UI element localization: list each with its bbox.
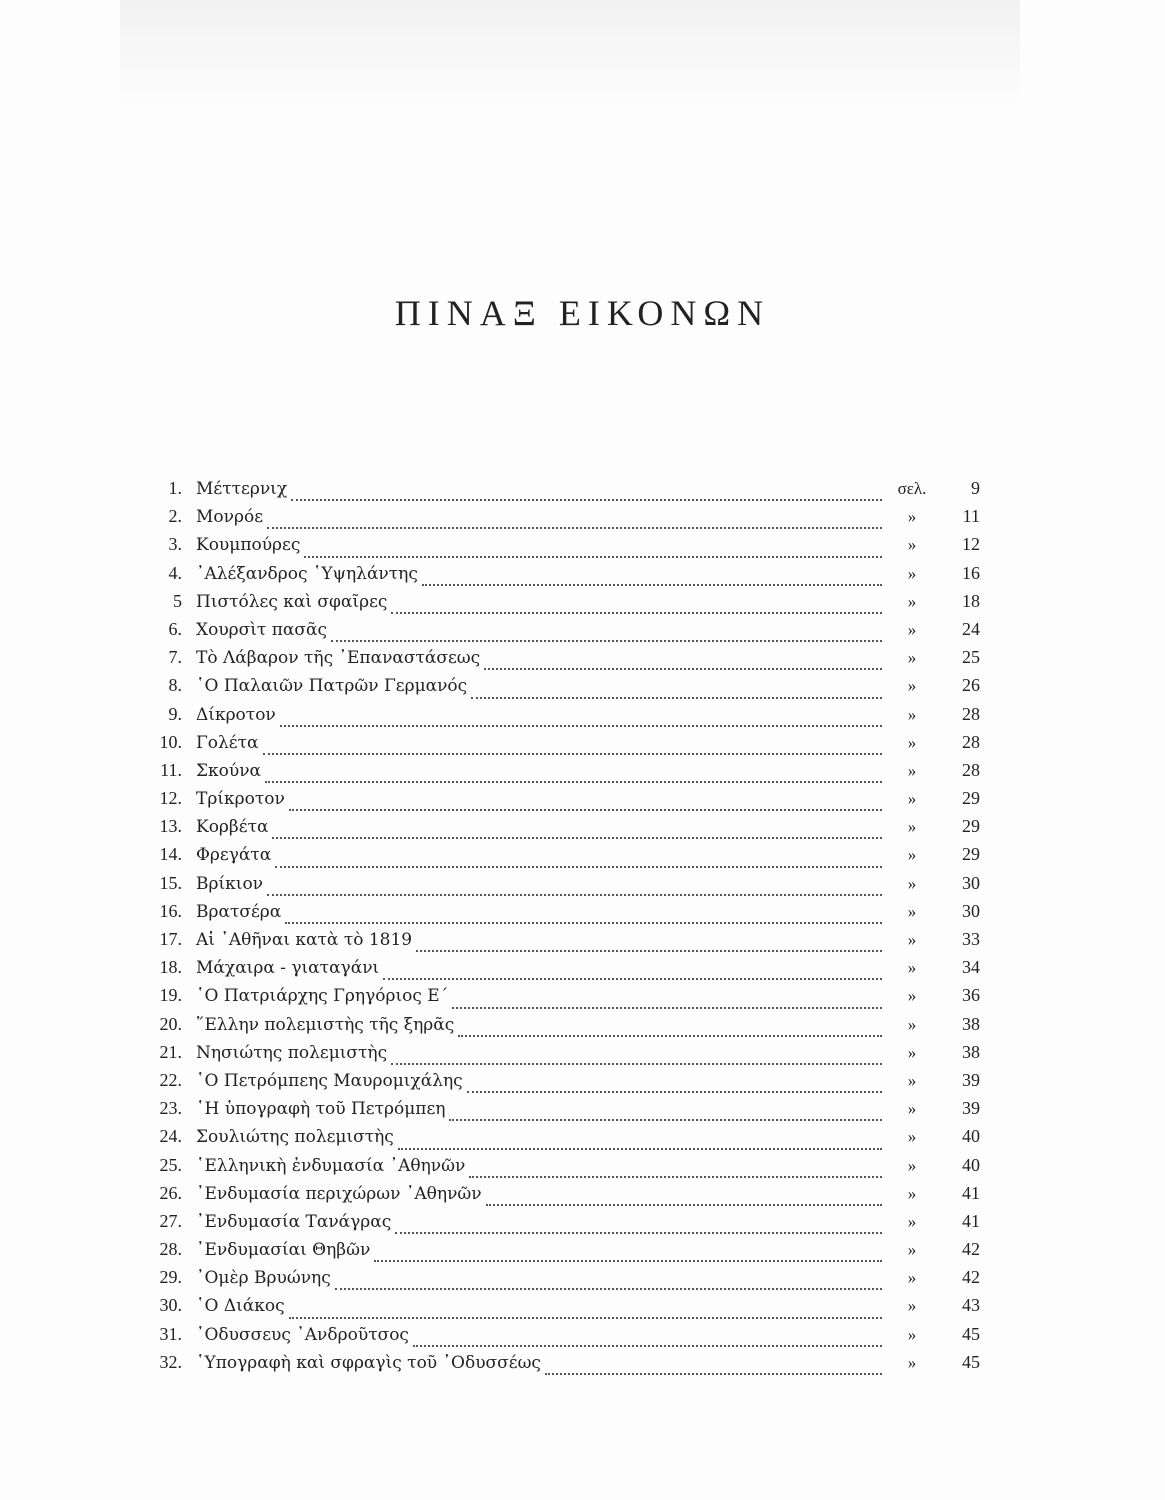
dot-leader [416,950,882,952]
entry-number: 25. [159,1154,182,1175]
dot-leader [545,1373,882,1375]
entry-label: ᾿Ομὲρ Βρυώνης [196,1268,331,1289]
list-item [140,1267,980,1295]
list-item [140,901,980,929]
entry-ditto-mark: » [907,1296,917,1316]
entry-label: Τὸ Λάβαρον τῆς ᾿Επαναστάσεως [196,648,481,669]
entry-page-number: 29 [962,816,980,837]
dot-leader [275,866,882,868]
list-item [140,675,980,703]
entry-label: ῾Ελληνικὴ ἐνδυμασία ᾿Αθηνῶν [196,1155,466,1176]
entry-number: 12. [159,788,182,809]
dot-leader [265,781,882,783]
list-item [140,1042,980,1070]
list-item [140,760,980,788]
dot-leader [374,1260,882,1262]
dot-leader [280,725,882,727]
list-item [140,1183,980,1211]
entry-ditto-mark: » [907,1183,917,1203]
entry-label: ῾Η ὑπογραφὴ τοῦ Πετρόμπεη [196,1099,446,1120]
list-item [140,985,980,1013]
dot-leader [383,978,882,980]
entry-page-number: 36 [962,985,980,1006]
entry-page-number: 41 [962,1182,980,1203]
list-item [140,534,980,562]
entry-number: 10. [159,731,182,752]
entry-number: 26. [159,1182,182,1203]
dot-leader [267,527,882,529]
entry-ditto-mark: » [907,958,917,978]
entry-page-number: 24 [962,618,980,639]
entry-label: Σκούνα [196,760,262,781]
entry-number: 15. [159,872,182,893]
list-item [140,788,980,816]
entry-page-number: 12 [962,534,980,555]
entry-label: ῾Υπογραφὴ καὶ σφραγὶς τοῦ ᾿Οδυσσέως [196,1352,541,1373]
list-item [140,647,980,675]
entry-page-number: 28 [962,703,980,724]
entry-ditto-mark: » [907,591,917,611]
dot-leader [471,697,882,699]
dot-leader [285,922,882,924]
entry-number: 6. [168,618,182,639]
entry-ditto-mark: » [907,817,917,837]
entry-label: Βρίκιον [196,873,264,894]
entry-number: 8. [168,675,182,696]
entry-label: ῾Ο Διάκος [196,1296,285,1317]
entry-number: 16. [159,900,182,921]
entry-page-number: 34 [962,957,980,978]
entry-ditto-mark: » [907,1014,917,1034]
dot-leader [484,668,882,670]
entry-number: 7. [168,647,182,668]
entry-label: ᾿Οδυσσευς ᾿Ανδροῦτσος [196,1324,409,1345]
dot-leader [422,584,882,586]
entry-ditto-mark: » [907,1042,917,1062]
entry-label: ᾿Ενδυμασία περιχώρων ᾿Αθηνῶν [196,1183,482,1204]
entry-number: 2. [168,506,182,527]
entry-page-number: 43 [962,1295,980,1316]
entry-ditto-mark: » [907,1268,917,1288]
entry-page-number: 45 [962,1323,980,1344]
entry-label: ῾Ο Πατριάρχης Γρηγόριος Ε΄ [196,986,449,1007]
entry-page-number: 45 [962,1351,980,1372]
entry-page-number: 18 [962,590,980,611]
list-item [140,929,980,957]
entry-page-number: 9 [971,478,980,498]
list-item [140,591,980,619]
list-item [140,1352,980,1380]
dot-leader [391,612,882,614]
entry-number: 27. [159,1210,182,1231]
dot-leader [304,556,882,558]
list-item [140,1324,980,1352]
entry-ditto-mark: » [907,1352,917,1372]
entry-label: Κουμπούρες [196,535,301,556]
entry-page-number: 11 [962,506,980,527]
entry-label: ῾Ο Πετρόμπεης Μαυρομιχάλης [196,1070,463,1091]
list-item [140,506,980,534]
dot-leader [458,1035,882,1037]
entry-page-number: 30 [962,872,980,893]
list-item [140,1155,980,1183]
entry-number: 28. [159,1239,182,1260]
list-item [140,1239,980,1267]
entry-page-number: 30 [962,900,980,921]
entry-ditto-mark: σελ. [897,479,927,498]
entry-label: Μονρόε [196,507,264,528]
entry-ditto-mark: » [907,732,917,752]
dot-leader [331,640,882,642]
entry-page-number: 39 [962,1098,980,1119]
entry-ditto-mark: » [907,619,917,639]
dot-leader [452,1007,882,1009]
entry-page-number: 29 [962,844,980,865]
list-item [140,1126,980,1154]
entry-ditto-mark: » [907,789,917,809]
entry-label: ᾿Αλέξανδρος ῾Υψηλάντης [196,563,418,584]
entry-number: 9. [168,703,182,724]
entry-label: Γολέτα [196,732,259,753]
list-item [140,619,980,647]
list-item [140,563,980,591]
entry-ditto-mark: » [907,676,917,696]
entry-label: Νησιώτης πολεμιστὴς [196,1042,388,1063]
dot-leader [486,1204,882,1206]
dot-leader [289,809,882,811]
entry-label: Βρατσέρα [196,901,282,922]
entry-page-number: 28 [962,731,980,752]
list-item [140,1295,980,1323]
entry-page-number: 38 [962,1013,980,1034]
list-item [140,1070,980,1098]
entry-number: 3. [168,534,182,555]
entry-page-number: 33 [962,929,980,949]
list-item [140,1098,980,1126]
entry-ditto-mark: » [907,1070,917,1090]
entry-number: 18. [159,957,182,978]
entry-page-number: 28 [962,759,980,780]
entry-page-number: 39 [962,1069,980,1090]
entry-label: Τρίκροτον [196,789,285,810]
entry-ditto-mark: » [907,507,917,527]
entry-label: ῞Ελλην πολεμιστὴς τῆς ξηρᾶς [196,1014,455,1035]
dot-leader [289,1317,882,1319]
entry-number: 11. [160,759,182,780]
dot-leader [395,1232,882,1234]
entry-number: 19. [159,985,182,1006]
entry-label: Κορβέτα [196,817,269,838]
dot-leader [335,1288,882,1290]
page-scan-shadow [120,0,1020,110]
entry-page-number: 29 [962,788,980,809]
entry-number: 31. [159,1323,182,1344]
list-item [140,704,980,732]
dot-leader [267,894,882,896]
dot-leader [272,837,882,839]
entry-number: 13. [159,816,182,837]
entry-number: 30. [159,1295,182,1316]
entry-label: ῾Ο Παλαιῶν Πατρῶν Γερμανός [196,676,468,697]
dot-leader [413,1345,882,1347]
entry-ditto-mark: » [907,1211,917,1231]
entry-number: 1. [168,478,182,498]
dot-leader [467,1091,882,1093]
entry-ditto-mark: » [907,930,917,949]
entry-number: 5 [173,590,182,611]
entry-ditto-mark: » [907,1240,917,1260]
entry-number: 22. [159,1069,182,1090]
entry-label: Πιστόλες καὶ σφαῖρες [196,591,388,612]
dot-leader [291,499,882,501]
entry-number: 4. [168,562,182,583]
entry-ditto-mark: » [907,648,917,668]
entry-page-number: 42 [962,1239,980,1260]
entry-page-number: 26 [962,675,980,696]
entry-label: ᾿Ενδυμασία Τανάγρας [196,1211,392,1232]
entry-label: Αἱ ᾿Αθῆναι κατὰ τὸ 1819 [196,930,413,950]
entry-ditto-mark: » [907,986,917,1006]
entry-ditto-mark: » [907,901,917,921]
entry-ditto-mark: » [907,1099,917,1119]
list-item [140,816,980,844]
list-item [140,957,980,985]
entry-page-number: 40 [962,1126,980,1147]
entry-ditto-mark: » [907,760,917,780]
entry-ditto-mark: » [907,1324,917,1344]
list-item [140,1014,980,1042]
entry-ditto-mark: » [907,535,917,555]
entry-number: 23. [159,1098,182,1119]
entry-page-number: 16 [962,562,980,583]
entry-number: 14. [159,844,182,865]
entry-number: 29. [159,1267,182,1288]
entry-number: 17. [159,929,182,949]
entry-ditto-mark: » [907,1155,917,1175]
entry-label: Μάχαιρα - γιαταγάνι [196,958,380,979]
list-item [140,732,980,760]
entry-number: 32. [159,1351,182,1372]
list-item [140,844,980,872]
dot-leader [449,1119,882,1121]
entry-label: Δίκροτον [196,704,276,725]
list-item [140,1211,980,1239]
entry-page-number: 25 [962,647,980,668]
entry-ditto-mark: » [907,873,917,893]
entry-page-number: 40 [962,1154,980,1175]
entry-page-number: 41 [962,1210,980,1231]
list-item [140,478,980,506]
page-title: ΠΙΝΑΞ ΕΙΚΟΝΩΝ [394,293,771,333]
entry-page-number: 42 [962,1267,980,1288]
entry-label: Μέττερνιχ [196,479,288,499]
dot-leader [398,1148,882,1150]
dot-leader [469,1176,882,1178]
entry-ditto-mark: » [907,845,917,865]
dot-leader [263,753,883,755]
entry-number: 21. [159,1041,182,1062]
entry-label: Χουρσὶτ πασᾶς [196,619,328,640]
entry-page-number: 38 [962,1041,980,1062]
table-of-figures [140,478,980,1380]
entry-number: 20. [159,1013,182,1034]
entry-label: Φρεγάτα [196,845,272,866]
list-item [140,873,980,901]
dot-leader [391,1063,882,1065]
entry-label: ᾿Ενδυμασίαι Θηβῶν [196,1240,371,1261]
entry-ditto-mark: » [907,704,917,724]
entry-ditto-mark: » [907,563,917,583]
entry-ditto-mark: » [907,1127,917,1147]
entry-label: Σουλιώτης πολεμιστὴς [196,1127,394,1148]
entry-number: 24. [159,1126,182,1147]
